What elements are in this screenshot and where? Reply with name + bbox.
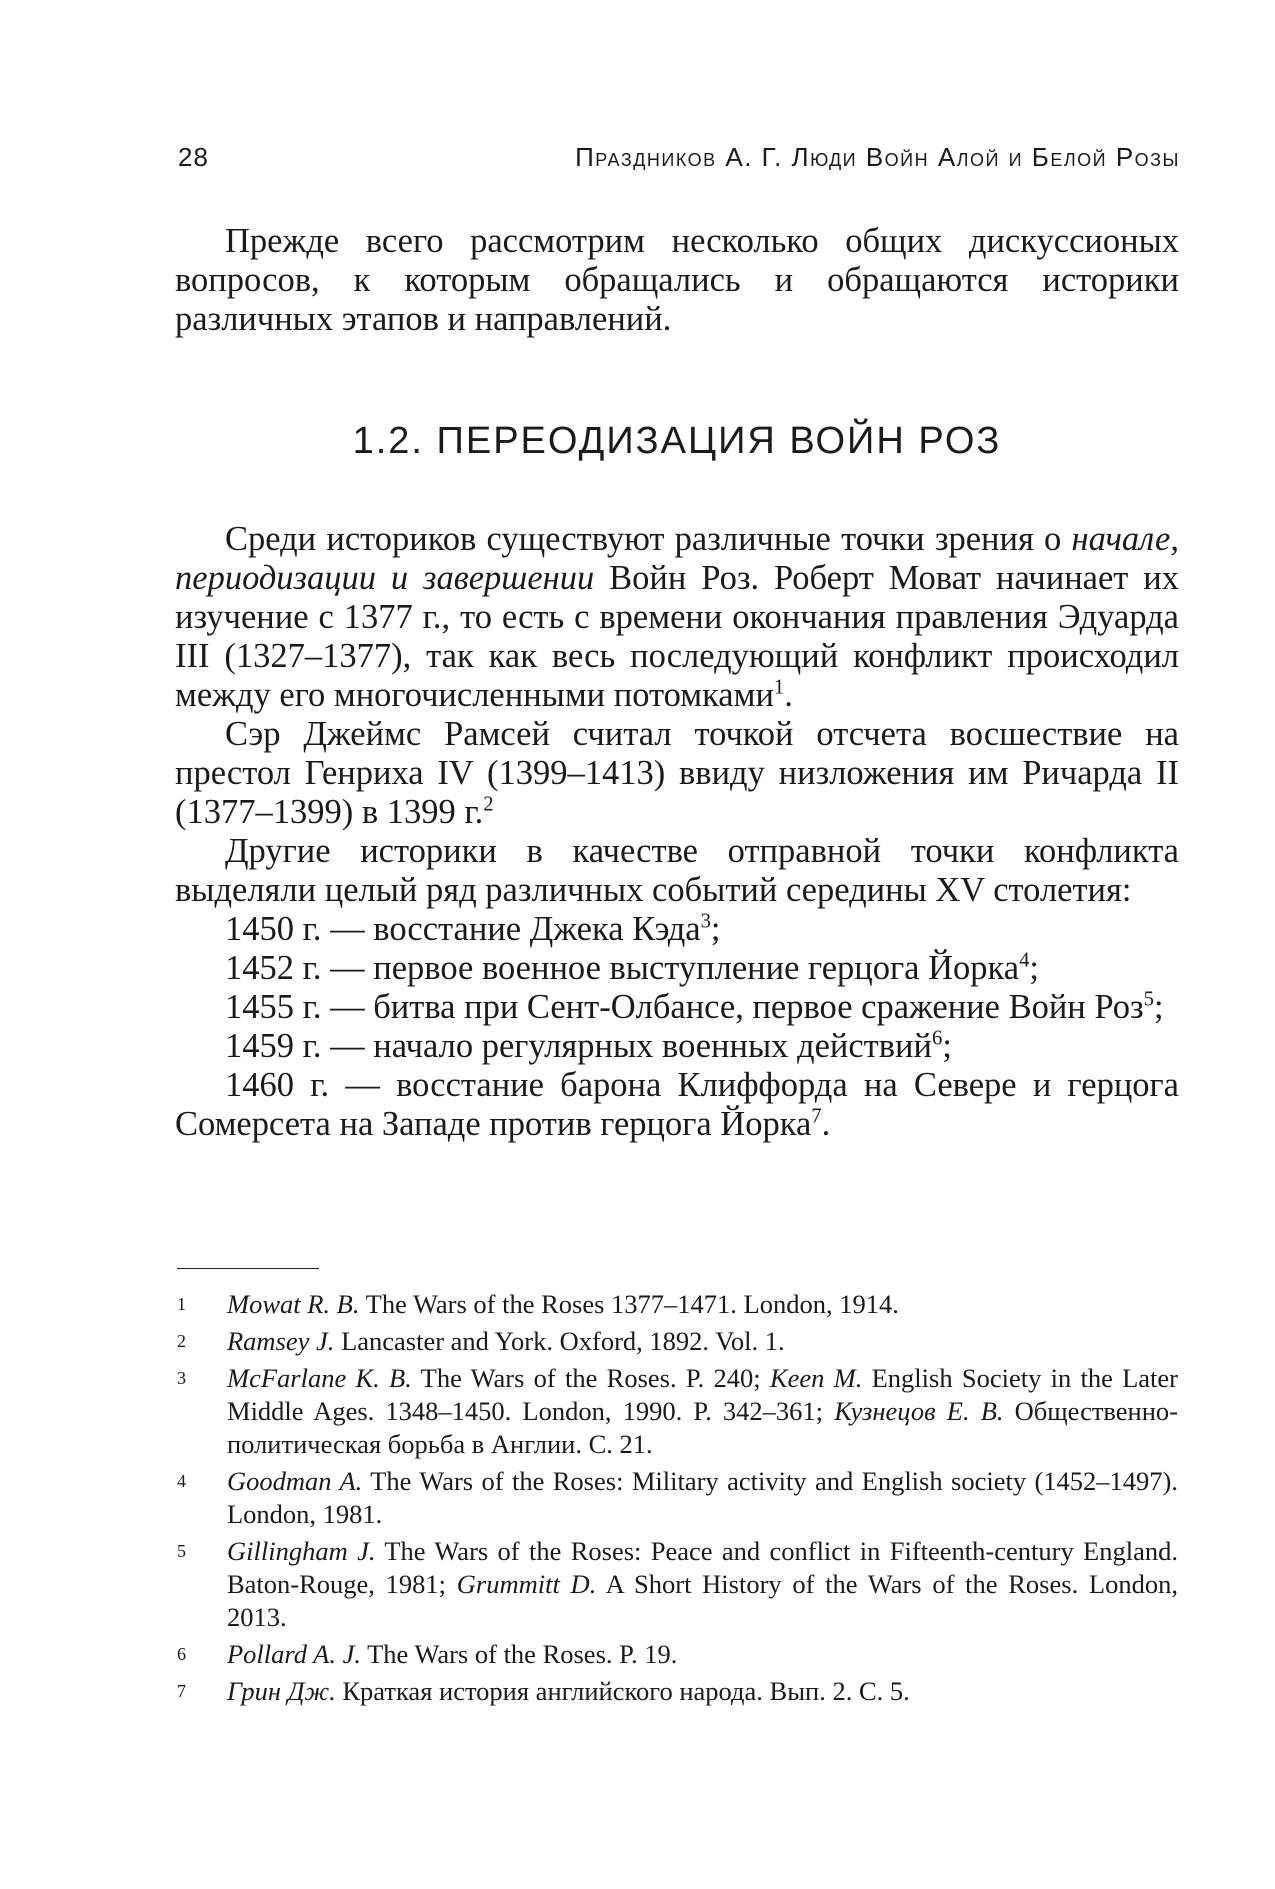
footnote-ref: 2 — [483, 793, 494, 816]
footnote-4 — [177, 1465, 1178, 1531]
event-item — [175, 1027, 1179, 1066]
event-text: 1455 г. — битва при Сент-Олбансе, первое сражение Войн Роз — [225, 988, 1144, 1026]
paragraph-3: Другие историки в качестве отправной точки конфликта выделяли целый ряд различных событий середины XV столетия: — [175, 832, 1179, 909]
footnote-body: Общественно-политическая борьба в Англии. С. 21. — [227, 1396, 1178, 1459]
event-text: 1460 г. — восстание барона Клиффорда на Севере и герцога Сомерсета на Западе против герцога Йорка — [175, 1066, 1179, 1143]
footnote-body: The Wars of the Roses 1377–1471. London, 1914. — [359, 1289, 899, 1319]
footnote-author: Goodman A. — [227, 1466, 363, 1496]
footnote-text — [227, 1362, 1178, 1461]
footnote-author: Грин Дж. — [227, 1676, 336, 1706]
intro-section — [175, 222, 1179, 339]
footnote-divider — [177, 1268, 319, 1269]
footnote-ref: 7 — [811, 1105, 822, 1128]
event-text: 1459 г. — начало регулярных военных действий — [225, 1027, 932, 1065]
paragraph-1-emphasis: начале, периодизации и завершении — [175, 520, 1179, 597]
footnote-author: Keen M. — [769, 1363, 863, 1393]
footnote-text — [227, 1638, 1178, 1671]
footnote-body: The Wars of the Roses. P. 19. — [360, 1639, 678, 1669]
footnote-text — [227, 1535, 1178, 1634]
footnote-2 — [177, 1325, 1178, 1358]
footnote-ref: 1 — [773, 676, 785, 699]
footnote-author: Pollard A. J. — [227, 1639, 361, 1669]
footnote-body: The Wars of the Roses: Military activity and English society (1452–1497). London, 1981. — [227, 1466, 1178, 1529]
footnote-author: McFarlane K. B. — [227, 1363, 412, 1393]
footnote-1 — [177, 1288, 1178, 1321]
footnotes — [177, 1288, 1178, 1712]
footnote-6 — [177, 1638, 1178, 1671]
event-item — [175, 949, 1179, 988]
paragraph-1-text-a: Среди историков существуют различные точки зрения о — [225, 520, 1072, 558]
footnote-number: 3 — [177, 1368, 186, 1388]
footnote-body: English Society in the Later Middle Ages. 1348–1450. London, 1990. P. 342–361; — [227, 1363, 1178, 1426]
footnote-body: The Wars of the Roses. P. 240; — [411, 1363, 770, 1393]
paragraph-1-end: . — [784, 676, 793, 714]
paragraph-2 — [175, 715, 1179, 832]
footnote-ref: 5 — [1143, 988, 1154, 1011]
footnote-body: A Short History of the Wars of the Roses. London, 2013. — [227, 1569, 1178, 1632]
footnote-text — [227, 1288, 1178, 1321]
footnote-number: 2 — [177, 1331, 186, 1351]
event-text: 1450 г. — восстание Джека Кэда — [225, 910, 701, 948]
footnote-author: Ramsey J. — [227, 1326, 335, 1356]
event-item — [175, 988, 1179, 1027]
event-end: ; — [1153, 988, 1164, 1026]
event-end: . — [821, 1105, 831, 1143]
page-number: 28 — [178, 142, 209, 172]
footnote-body: Краткая история английского народа. Вып. 2. С. 5. — [335, 1676, 910, 1706]
footnote-ref: 3 — [700, 910, 711, 933]
event-end: ; — [1029, 949, 1039, 987]
paragraph-1-text-b: Войн Роз. Роберт Моват начинает их изучение с 1377 г., то есть с времени окончания правления Эдуарда III (1327–1377), так как весь последующий конфликт происходил между его многочисленными потомками — [175, 559, 1179, 714]
intro-paragraph: Прежде всего рассмотрим несколько общих дискуссионых вопросов, к которым обращались и обращаются историки различных этапов и направлений. — [175, 222, 1179, 338]
running-title: Праздников А. Г. Люди Войн Алой и Белой Розы — [575, 142, 1180, 172]
footnote-author: Кузнецов Е. В. — [834, 1396, 1004, 1426]
event-text: 1452 г. — первое военное выступление герцога Йорка — [225, 949, 1020, 987]
footnote-number: 5 — [177, 1541, 186, 1561]
footnote-text — [227, 1325, 1178, 1358]
footnote-5 — [177, 1535, 1178, 1634]
footnote-ref: 6 — [931, 1027, 943, 1050]
event-item — [175, 910, 1179, 949]
footnote-text — [227, 1465, 1178, 1531]
footnote-7 — [177, 1675, 1178, 1708]
footnote-number: 7 — [177, 1681, 186, 1701]
footnote-number: 1 — [177, 1294, 186, 1314]
event-end: ; — [710, 910, 721, 948]
footnote-author: Grummitt D. — [456, 1569, 597, 1599]
footnote-number: 6 — [177, 1644, 186, 1664]
footnote-body: Lancaster and York. Oxford, 1892. Vol. 1. — [334, 1326, 785, 1356]
footnote-author: Gillingham J. — [227, 1536, 376, 1566]
paragraph-1 — [175, 520, 1179, 715]
event-end: ; — [942, 1027, 952, 1065]
footnote-body: The Wars of the Roses: Peace and conflict in Fifteenth-century England. Baton-Rouge, 1981; — [227, 1536, 1178, 1599]
running-header — [178, 142, 1180, 182]
paragraph-2-text: Сэр Джеймс Рамсей считал точкой отсчета восшествие на престол Генриха IV (1399–1413) ввиду низложения им Ричарда II (1377–1399) в 1399 г. — [175, 715, 1179, 831]
main-text — [175, 520, 1179, 1144]
footnote-ref: 4 — [1019, 949, 1030, 972]
footnote-author: Mowat R. B. — [227, 1289, 360, 1319]
section-heading: 1.2. ПЕРЕОДИЗАЦИЯ ВОЙН РОЗ — [352, 420, 1002, 462]
event-item — [175, 1066, 1179, 1144]
footnote-number: 4 — [177, 1471, 186, 1491]
footnote-3 — [177, 1362, 1178, 1461]
footnote-text — [227, 1675, 1178, 1708]
